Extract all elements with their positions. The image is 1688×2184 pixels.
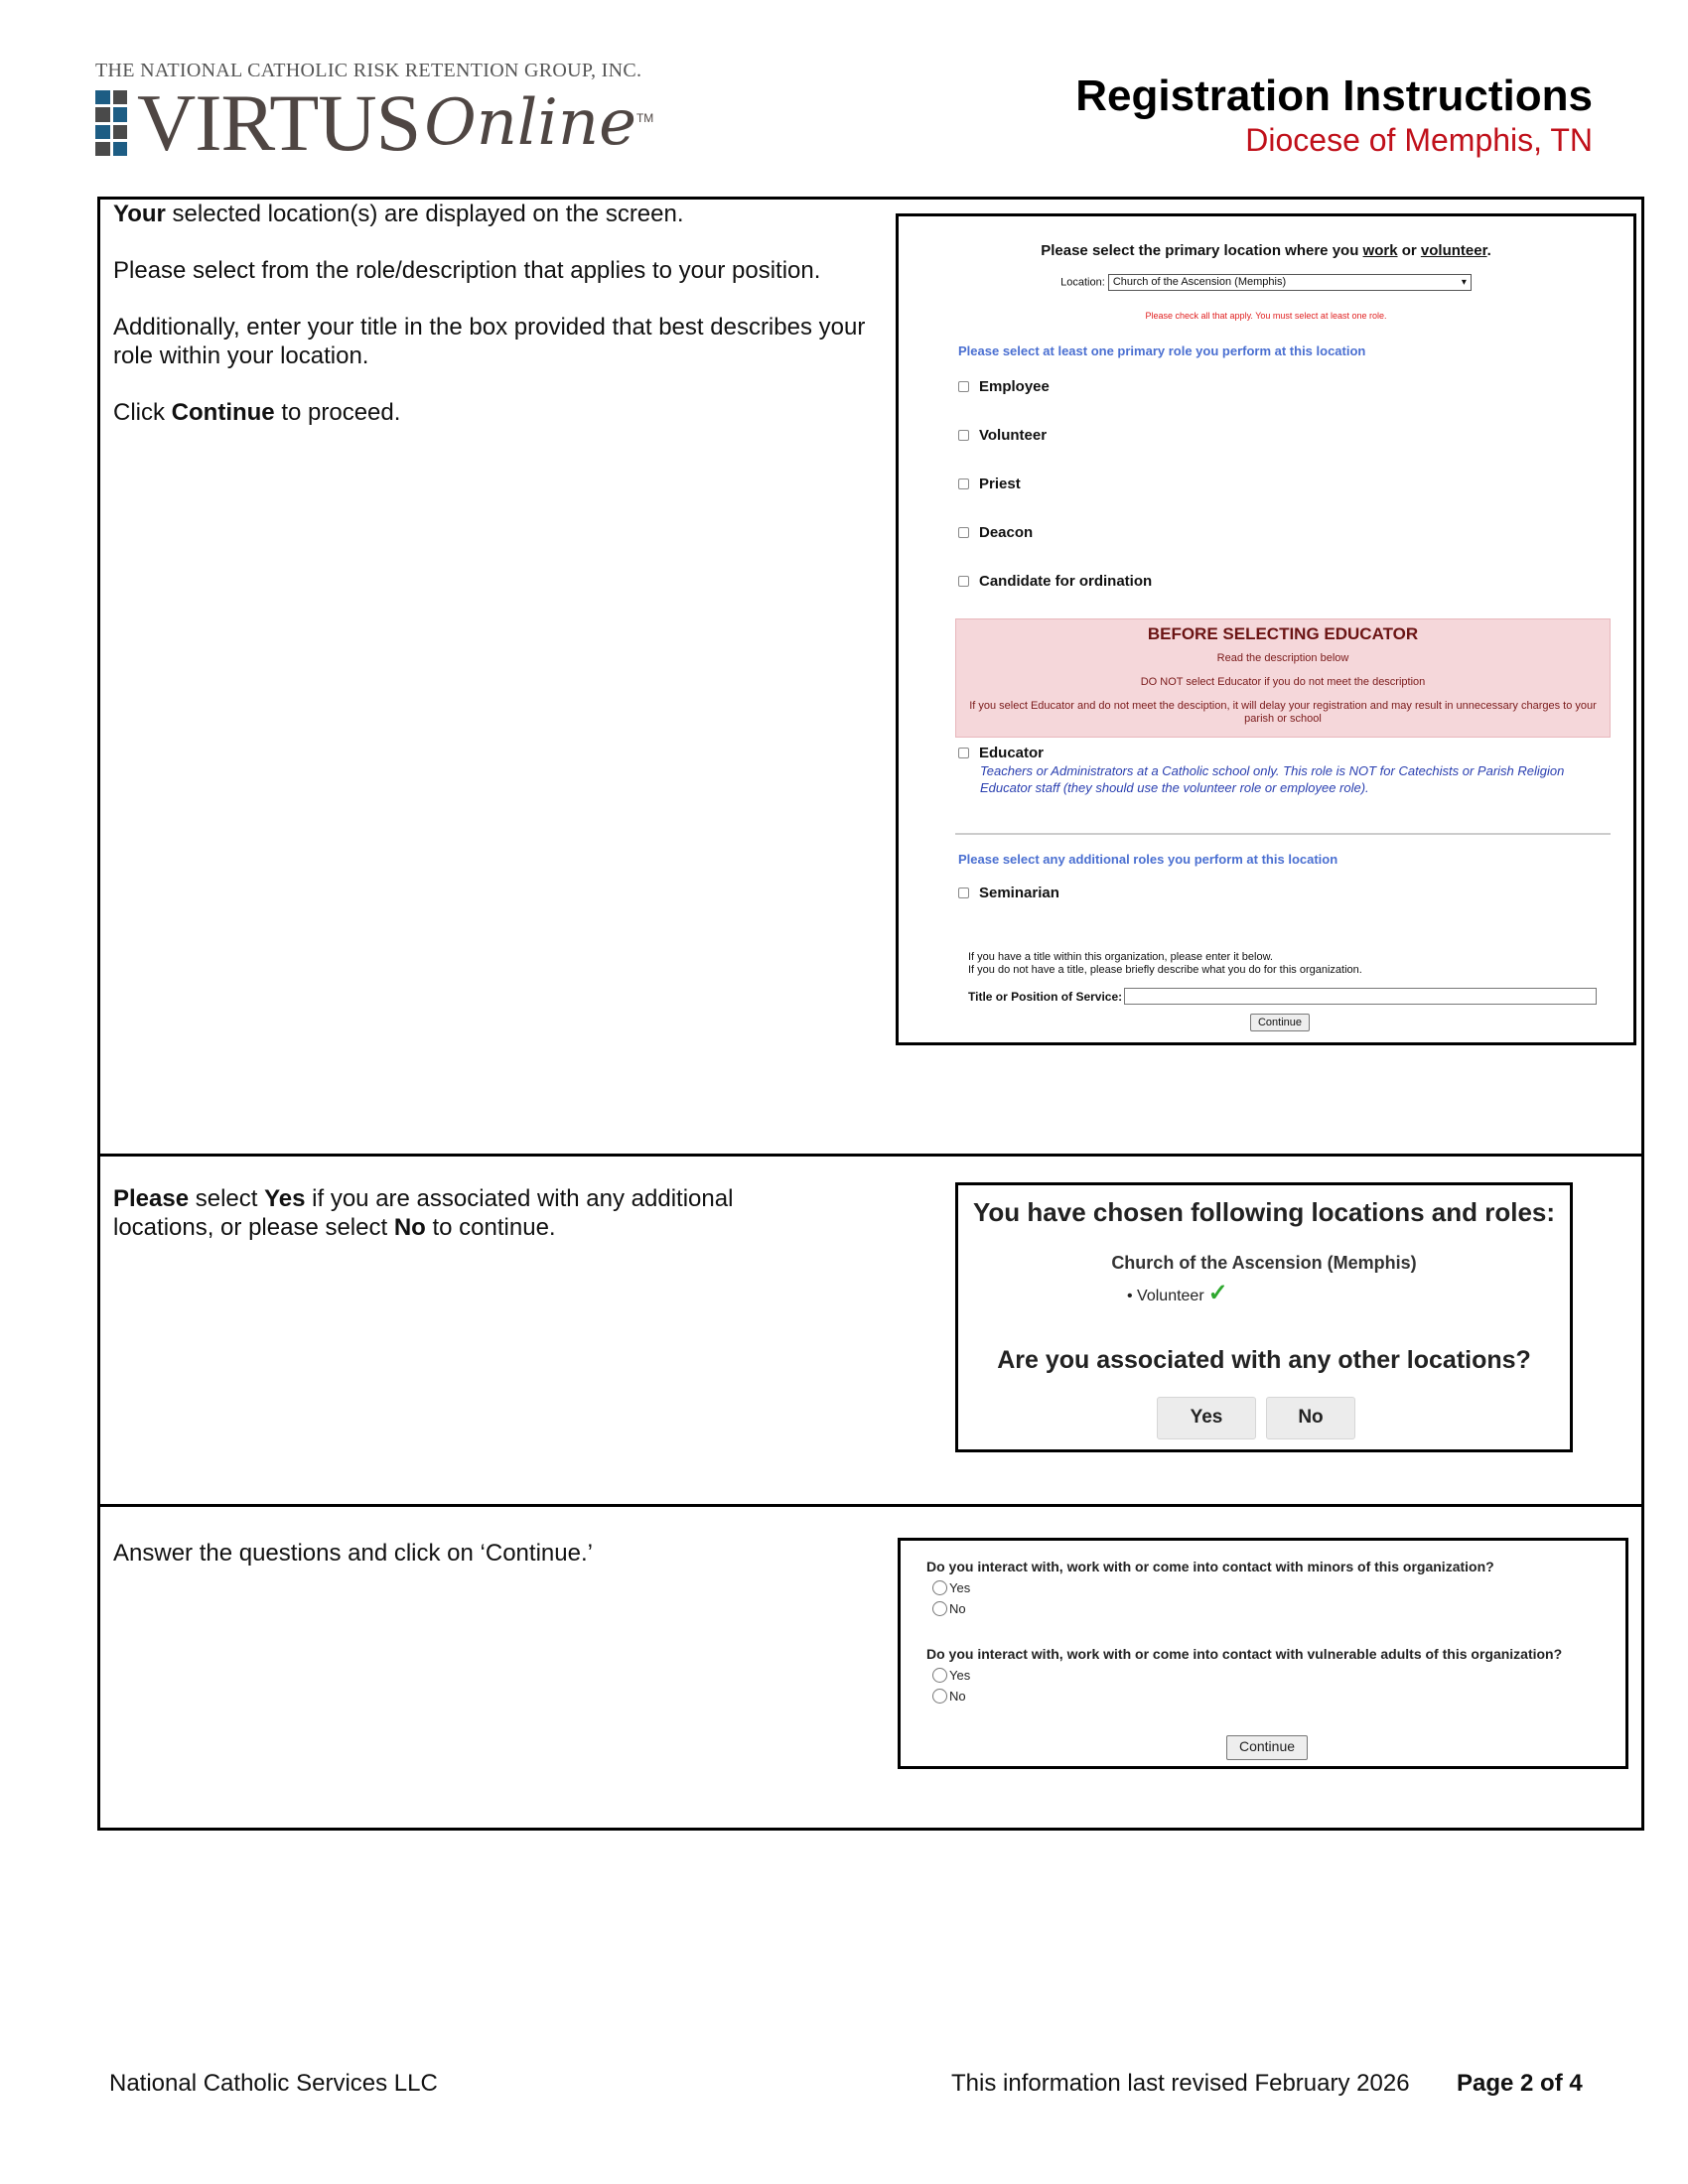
page-title: Registration Instructions xyxy=(1075,71,1593,120)
questions-screenshot xyxy=(898,1538,1628,1769)
continue-button[interactable]: Continue xyxy=(1250,1014,1310,1031)
logo-virtus-text: VIRTUS xyxy=(137,77,421,168)
role-candidate[interactable]: Candidate for ordination xyxy=(958,573,1152,590)
checkbox[interactable] xyxy=(958,478,969,489)
chosen-heading: You have chosen following locations and roles: xyxy=(973,1197,1556,1227)
minors-yes-option[interactable]: Yes xyxy=(932,1580,970,1595)
additional-roles-label: Please select any additional roles you perform at this location xyxy=(958,852,1338,867)
title-help: If you have a title within this organization, please enter it below. If you do not have a title, please briefly describe what you do for this organization. xyxy=(968,951,1362,976)
no-button[interactable]: No xyxy=(1266,1397,1355,1439)
role-warning: Please check all that apply. You must select at least one role. xyxy=(1145,311,1387,321)
checkbox[interactable] xyxy=(958,576,969,587)
question-minors: Do you interact with, work with or come into contact with minors of this organization? xyxy=(926,1559,1494,1574)
footer-company: National Catholic Services LLC xyxy=(109,2070,438,2097)
location-select[interactable]: Church of the Ascension (Memphis) ▾ xyxy=(1108,274,1472,291)
location-row xyxy=(899,274,1633,291)
other-locations-question: Are you associated with any other locations? xyxy=(997,1346,1531,1374)
instruction-line: Additionally, enter your title in the box provided that best describes your role within your location. xyxy=(113,314,866,369)
row-divider xyxy=(97,1504,1644,1507)
radio-button[interactable] xyxy=(932,1580,947,1595)
chosen-locations-screenshot xyxy=(955,1182,1573,1452)
logo-trademark: TM xyxy=(635,111,654,125)
chosen-role: • Volunteer ✓ xyxy=(1127,1280,1228,1306)
logo-tagline: THE NATIONAL CATHOLIC RISK RETENTION GROUP, INC. xyxy=(95,60,642,81)
minors-no-option[interactable]: No xyxy=(932,1601,966,1616)
role-volunteer[interactable]: Volunteer xyxy=(958,427,1047,444)
checkbox[interactable] xyxy=(958,748,969,758)
notice-line: Read the description below xyxy=(1216,652,1349,664)
row2-instructions: Please select Yes if you are associated with any additional locations, or please select No to continue. xyxy=(113,1185,734,1241)
adults-yes-option[interactable]: Yes xyxy=(932,1668,970,1683)
row1-instructions xyxy=(113,200,868,455)
virtus-online-logo xyxy=(95,77,654,168)
page-subtitle: Diocese of Memphis, TN xyxy=(1245,122,1593,158)
divider xyxy=(955,833,1611,835)
question-vulnerable-adults: Do you interact with, work with or come into contact with vulnerable adults of this organization? xyxy=(926,1646,1563,1662)
role-priest[interactable]: Priest xyxy=(958,476,1021,492)
checkbox[interactable] xyxy=(958,430,969,441)
role-deacon[interactable]: Deacon xyxy=(958,524,1033,541)
educator-notice xyxy=(955,618,1611,738)
instruction-line: Please select from the role/description that applies to your position. xyxy=(113,257,821,284)
chosen-location: Church of the Ascension (Memphis) xyxy=(1111,1253,1417,1273)
radio-button[interactable] xyxy=(932,1668,947,1683)
logo-mark-icon xyxy=(95,90,127,156)
adults-no-option[interactable]: No xyxy=(932,1689,966,1704)
role-employee[interactable]: Employee xyxy=(958,378,1050,395)
title-input[interactable] xyxy=(1124,988,1597,1005)
role-seminarian[interactable]: Seminarian xyxy=(958,885,1059,901)
checkbox[interactable] xyxy=(958,381,969,392)
notice-line: If you select Educator and do not meet the desciption, it will delay your registration and may result in unnecessary charges to your parish or school xyxy=(969,700,1597,725)
radio-button[interactable] xyxy=(932,1689,947,1704)
title-row xyxy=(968,988,1597,1005)
checkbox[interactable] xyxy=(958,887,969,898)
footer-page-number: Page 2 of 4 xyxy=(1457,2070,1583,2097)
primary-roles-label: Please select at least one primary role you perform at this location xyxy=(958,343,1366,358)
educator-description: Teachers or Administrators at a Catholic school only. This role is NOT for Catechists or Parish Religion Educator staff (they should use the volunteer role or employee role). xyxy=(980,763,1565,795)
continue-button[interactable]: Continue xyxy=(1226,1735,1308,1760)
location-label: Location: xyxy=(1060,276,1105,289)
row3-instructions: Answer the questions and click on ‘Continue.’ xyxy=(113,1540,593,1567)
logo-online-text: Online xyxy=(424,86,636,160)
instruction-line: Your selected location(s) are displayed on the screen. xyxy=(113,201,684,227)
primary-location-heading: Please select the primary location where you work or volunteer. xyxy=(1041,242,1491,259)
instruction-line: Click Continue to proceed. xyxy=(113,399,401,426)
row-divider xyxy=(97,1154,1644,1157)
role-educator[interactable]: Educator xyxy=(958,745,1044,761)
notice-line: DO NOT select Educator if you do not meet the description xyxy=(1140,676,1426,688)
notice-title: BEFORE SELECTING EDUCATOR xyxy=(1147,624,1419,643)
checkbox[interactable] xyxy=(958,527,969,538)
radio-button[interactable] xyxy=(932,1601,947,1616)
footer-revised: This information last revised February 2026 xyxy=(951,2070,1410,2097)
title-label: Title or Position of Service: xyxy=(968,989,1123,1004)
chevron-down-icon: ▾ xyxy=(1461,277,1467,288)
checkmark-icon: ✓ xyxy=(1207,1280,1228,1306)
role-selection-screenshot xyxy=(896,213,1636,1045)
yes-button[interactable]: Yes xyxy=(1157,1397,1256,1439)
